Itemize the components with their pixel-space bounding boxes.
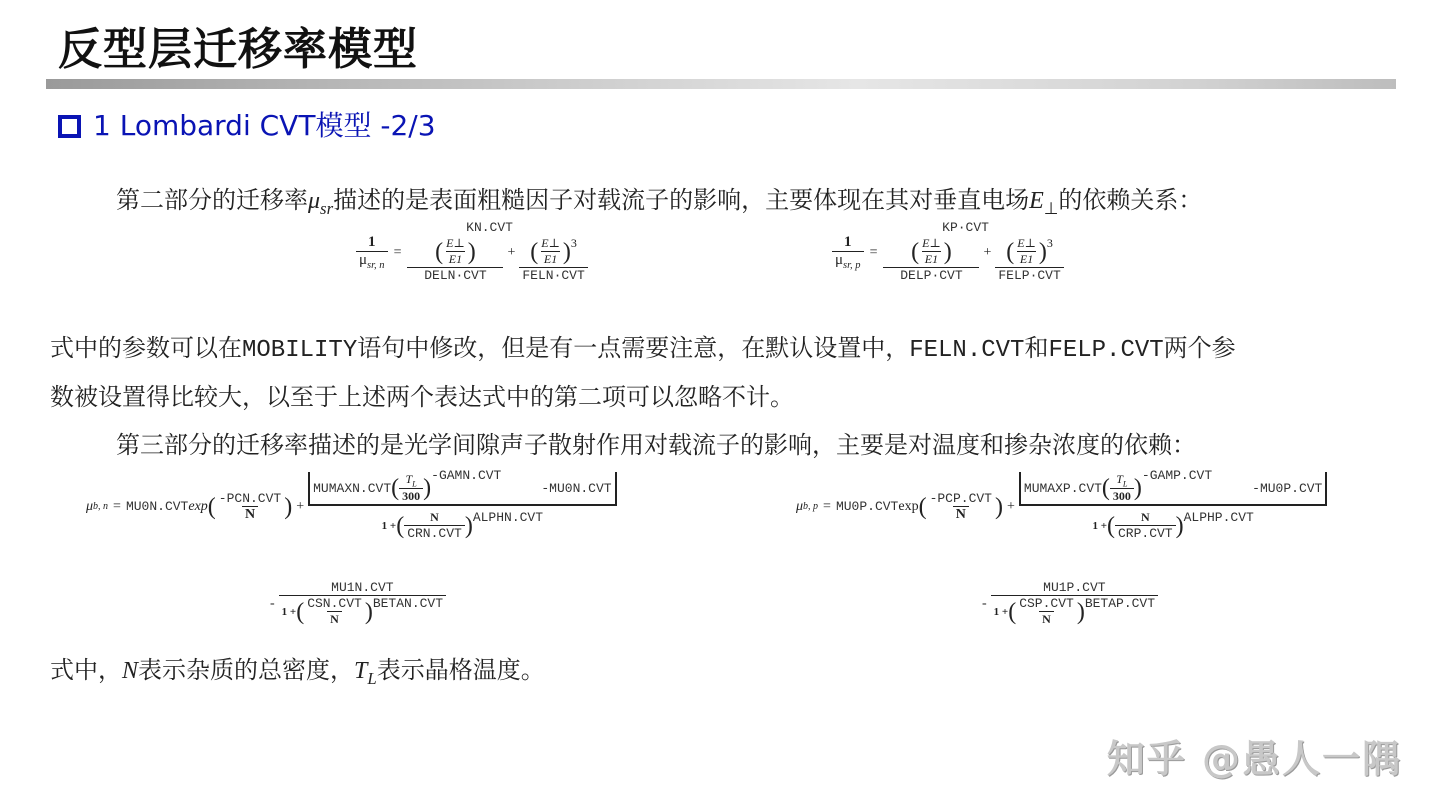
title-divider — [46, 79, 1396, 89]
e1: E1 — [922, 251, 941, 267]
n-var: N — [327, 611, 342, 627]
gamn-exponent: -GAMN.CVT — [431, 468, 502, 483]
gamp-exponent: -GAMP.CVT — [1141, 468, 1213, 483]
e-subscript: ⊥ — [1043, 197, 1059, 218]
formula-mu-b-p: μ b, p = MU0P.CVT exp ( $\frac{\text{-PCP.CVT}}{N}$ ) + MUMAXP.CVT ( $\frac{T_L}{300}$ ) -GAMP.CVT -MU0P.CVT 1 + ( $\frac{N}{\text{CRP.CVT}}$ ) ALPHP.CVT — [796, 472, 1327, 541]
n-var: N — [953, 506, 969, 523]
lhs-mu: μ — [359, 252, 368, 268]
t300: 300 — [1110, 488, 1134, 504]
n-var: N — [1039, 611, 1054, 627]
denominator-deln: DELN·CVT — [407, 267, 503, 283]
text: 和 — [1024, 334, 1049, 362]
minus-mu0p: -MU0P.CVT — [1252, 480, 1323, 496]
t300: 300 — [399, 488, 423, 504]
csn: CSN.CVT — [307, 596, 362, 611]
paragraph-parameters-note — [50, 331, 1236, 368]
text: 语句中修改，但是有一点需要注意，在默认设置中， — [357, 334, 910, 362]
mu0n: MU0N.CVT — [125, 499, 189, 515]
alphn-exponent: ALPHN.CVT — [472, 510, 544, 526]
one-plus: 1 + — [381, 519, 397, 532]
betap-exponent: BETAP.CVT — [1084, 596, 1156, 611]
text: 式中的参数可以在 — [50, 334, 242, 362]
paragraph-variable-definitions — [50, 653, 545, 696]
pcp: -PCP.CVT — [929, 490, 992, 506]
lhs-mu: μ — [835, 252, 844, 268]
tl: T — [405, 472, 413, 486]
exp-function: exp — [188, 498, 208, 514]
formula-mu-b-p-second-term: - MU1P.CVT 1 + ( $\frac{\text{CSP.CVT}}{N}$ ) BETAP.CVT — [982, 580, 1158, 627]
code-felp: FELP.CVT — [1048, 337, 1164, 364]
alphp-exponent: ALPHP.CVT — [1183, 510, 1254, 526]
n-symbol: N — [122, 658, 139, 684]
paragraph-continuation: 数被设置得比较大，以至于上述两个表达式中的第二项可以忽略不计。 — [50, 383, 794, 411]
n-var: N — [242, 506, 258, 523]
exponent-kn: KN.CVT — [466, 220, 513, 235]
paragraph-phonon-scattering: 第三部分的迁移率描述的是光学间隙声子散射作用对载流子的影响，主要是对温度和掺杂浓度的依赖： — [116, 431, 1196, 459]
e-perp: E⊥ — [541, 236, 560, 250]
mumaxn: MUMAXN.CVT — [313, 480, 392, 496]
e-perp: E⊥ — [1017, 236, 1036, 250]
lhs-numerator: 1 — [844, 234, 852, 250]
text: 表示杂质的总密度， — [138, 656, 355, 684]
e1: E1 — [1017, 251, 1036, 267]
csp: CSP.CVT — [1019, 596, 1074, 611]
mu-symbol: μ — [308, 188, 321, 214]
text: 第二部分的迁移率 — [116, 186, 308, 214]
hollow-square-icon — [58, 115, 81, 138]
exp-function: exp — [898, 498, 919, 514]
mu0p: MU0P.CVT — [835, 499, 899, 515]
formula-mu-sr-p: $\frac{1}{\mu_{sr, p}}$ = KP·CVT ( $\frac{E\perp}{E1}$ ) DELP·CVT + ( $\frac{E\perp}{E1}$ ) 3 FELP·CVT — [832, 222, 1064, 283]
crn: CRN.CVT — [404, 525, 465, 541]
minus-mu0n: -MU0N.CVT — [541, 480, 612, 496]
mu-subscript: sr — [320, 198, 334, 218]
one-plus: 1 + — [1092, 519, 1107, 532]
mu1n: MU1N.CVT — [331, 580, 394, 595]
code-mobility: MOBILITY — [242, 337, 358, 364]
tl-sub: L — [1122, 479, 1128, 489]
paragraph-surface-roughness — [116, 183, 1202, 226]
one-plus: 1 + — [993, 605, 1009, 618]
text: 的依赖关系： — [1058, 186, 1203, 214]
lhs-subscript: sr, p — [843, 260, 861, 271]
cube-exponent: 3 — [1046, 236, 1053, 250]
text: 表示晶格温度。 — [376, 656, 545, 684]
mu1p: MU1P.CVT — [1043, 580, 1106, 595]
section-heading-text: 1 Lombardi CVT模型 -2/3 — [93, 109, 436, 142]
denominator-felp: FELP·CVT — [995, 267, 1063, 283]
lhs-mu: μ — [796, 498, 804, 514]
e1: E1 — [446, 251, 465, 267]
t-symbol: T — [354, 658, 368, 684]
cube-exponent: 3 — [570, 236, 577, 250]
tl: T — [1116, 472, 1123, 486]
betan-exponent: BETAN.CVT — [372, 596, 444, 611]
lhs-numerator: 1 — [368, 234, 376, 250]
one-plus: 1 + — [281, 605, 297, 618]
t-subscript: L — [367, 668, 377, 688]
pcn: -PCN.CVT — [218, 490, 282, 506]
text: 式中， — [50, 656, 122, 684]
lhs-subscript: b, n — [93, 501, 109, 513]
mumaxp: MUMAXP.CVT — [1023, 480, 1102, 496]
slide-title: 反型层迁移率模型 — [58, 24, 418, 75]
e-perp: E⊥ — [446, 236, 465, 250]
e1: E1 — [541, 251, 560, 267]
text: 两个参 — [1163, 334, 1236, 362]
formula-mu-b-n-second-term: - MU1N.CVT 1 + ( $\frac{\text{CSN.CVT}}{N}$ ) BETAN.CVT — [270, 580, 446, 627]
section-heading — [58, 108, 436, 144]
text: 描述的是表面粗糙因子对载流子的影响，主要体现在其对垂直电场 — [333, 186, 1030, 214]
denominator-feln: FELN·CVT — [519, 267, 587, 283]
lhs-subscript: b, p — [803, 501, 819, 513]
e-perp: E⊥ — [922, 236, 941, 250]
code-feln: FELN.CVT — [909, 337, 1025, 364]
formula-mu-sr-n: $\frac{1}{\mu_{sr, n}}$ = KN.CVT ( $\frac{E\perp}{E1}$ ) DELN·CVT + ( $\frac{E\perp}{E1}$ ) 3 FELN·CVT — [356, 222, 588, 283]
lhs-mu: μ — [86, 498, 94, 514]
tl-sub: L — [412, 479, 417, 489]
crp: CRP.CVT — [1115, 525, 1176, 541]
n-var: N — [430, 510, 439, 525]
formula-mu-b-n: μ b, n = MU0N.CVT exp ( $\frac{\text{-PCN.CVT}}{N}$ ) + MUMAXN.CVT ( $\frac{T_L}{300}$ ) -GAMN.CVT -MU0N.CVT 1 + ( $\frac{N}{\text{CRN.CVT}}$ ) ALPHN.CVT — [86, 472, 617, 541]
lhs-subscript: sr, n — [367, 260, 385, 271]
watermark: 知乎 @愚人一隅 — [1106, 737, 1402, 781]
n-var: N — [1140, 510, 1150, 525]
denominator-delp: DELP·CVT — [883, 267, 979, 283]
exponent-kp: KP·CVT — [942, 220, 989, 235]
e-symbol: E — [1029, 188, 1044, 214]
